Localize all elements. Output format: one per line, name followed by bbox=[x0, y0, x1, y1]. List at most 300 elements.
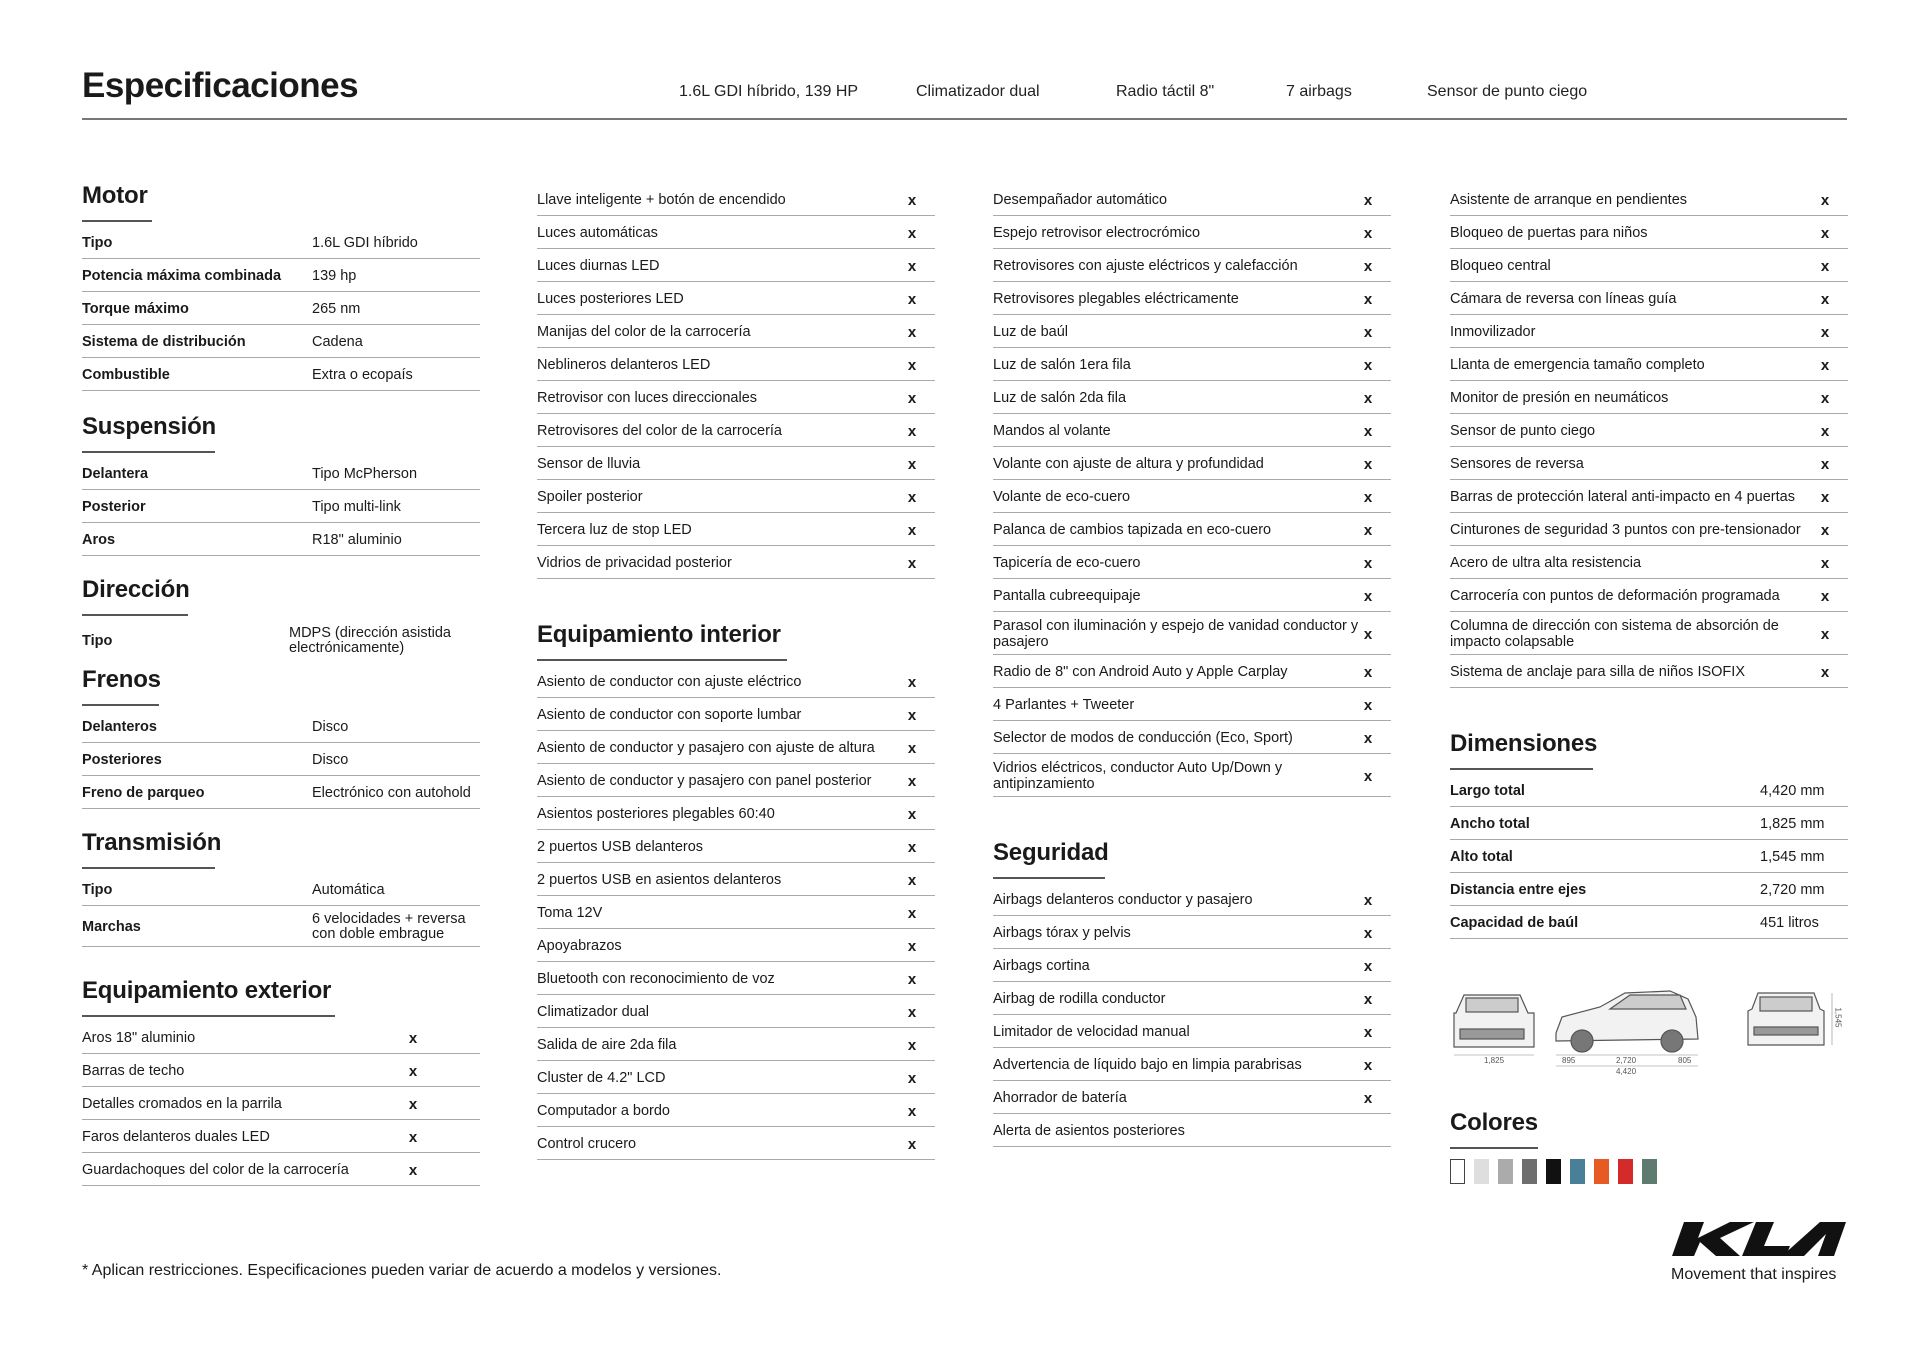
spec-row bbox=[82, 325, 480, 358]
included-mark-icon: x bbox=[1363, 625, 1373, 643]
included-mark-icon: x bbox=[1363, 663, 1373, 681]
feature-label: Vidrios eléctricos, conductor Auto Up/Down y antipinzamiento bbox=[993, 760, 1283, 792]
feature-label: 2 puertos USB en asientos delanteros bbox=[537, 872, 782, 888]
feature-label: Faros delanteros duales LED bbox=[82, 1129, 270, 1145]
heading-underline bbox=[82, 220, 152, 222]
spec-label: Delanteros bbox=[82, 719, 157, 735]
included-mark-icon: x bbox=[1363, 191, 1373, 209]
dim-length-label: 4,420 bbox=[1616, 1067, 1637, 1076]
spec-label: Tipo bbox=[82, 235, 113, 251]
feature-row bbox=[537, 183, 935, 216]
included-mark-icon: x bbox=[1363, 389, 1373, 407]
dim-rear-overhang-label: 805 bbox=[1678, 1056, 1692, 1065]
color-swatch[interactable] bbox=[1450, 1159, 1465, 1184]
feature-label: Limitador de velocidad manual bbox=[993, 1024, 1190, 1040]
feature-label: Inmovilizador bbox=[1450, 324, 1536, 340]
included-mark-icon: x bbox=[1363, 521, 1373, 539]
color-swatch[interactable] bbox=[1570, 1159, 1585, 1184]
feature-row bbox=[993, 480, 1391, 513]
included-mark-icon: x bbox=[907, 455, 917, 473]
feature-row bbox=[537, 513, 935, 546]
highlight-airbags: 7 airbags bbox=[1286, 83, 1352, 100]
heading-underline bbox=[82, 867, 215, 869]
included-mark-icon: x bbox=[907, 191, 917, 209]
feature-label: Sensores de reversa bbox=[1450, 456, 1584, 472]
feature-label: Luces automáticas bbox=[537, 225, 658, 241]
feature-label: Llanta de emergencia tamaño completo bbox=[1450, 357, 1705, 373]
feature-label: Asistente de arranque en pendientes bbox=[1450, 192, 1688, 208]
spec-value: 4,420 mm bbox=[1760, 782, 1825, 799]
included-mark-icon: x bbox=[907, 422, 917, 440]
feature-row bbox=[993, 916, 1391, 949]
feature-row bbox=[82, 1120, 480, 1153]
included-mark-icon: x bbox=[1820, 625, 1830, 643]
spec-value: 1,825 mm bbox=[1760, 815, 1825, 832]
heading-underline bbox=[1450, 1147, 1538, 1149]
feature-label: 2 puertos USB delanteros bbox=[537, 839, 704, 855]
column-4 bbox=[1450, 183, 1848, 1184]
included-mark-icon: x bbox=[907, 673, 917, 691]
feature-row bbox=[1450, 480, 1848, 513]
feature-label: Manijas del color de la carrocería bbox=[537, 324, 751, 340]
color-swatch[interactable] bbox=[1594, 1159, 1609, 1184]
feature-label: Mandos al volante bbox=[993, 423, 1111, 439]
dim-height-label: 1,545 bbox=[1833, 1007, 1843, 1028]
color-swatch[interactable] bbox=[1642, 1159, 1657, 1184]
feature-label: Neblineros delanteros LED bbox=[537, 357, 711, 373]
included-mark-icon: x bbox=[1363, 696, 1373, 714]
feature-label: Tapicería de eco-cuero bbox=[993, 555, 1141, 571]
spec-row bbox=[82, 906, 480, 947]
column-3 bbox=[993, 183, 1391, 1147]
spec-label: Sistema de distribución bbox=[82, 334, 246, 350]
feature-row bbox=[993, 546, 1391, 579]
color-swatch[interactable] bbox=[1498, 1159, 1513, 1184]
feature-row bbox=[537, 315, 935, 348]
included-mark-icon: x bbox=[907, 805, 917, 823]
spec-row bbox=[82, 292, 480, 325]
feature-row bbox=[993, 883, 1391, 916]
color-swatch[interactable] bbox=[1474, 1159, 1489, 1184]
feature-row bbox=[82, 1054, 480, 1087]
heading-underline bbox=[1450, 768, 1593, 770]
included-mark-icon: x bbox=[907, 290, 917, 308]
feature-row bbox=[537, 1028, 935, 1061]
spec-row bbox=[82, 873, 480, 906]
feature-label: Monitor de presión en neumáticos bbox=[1450, 390, 1669, 406]
highlight-climate: Climatizador dual bbox=[916, 83, 1040, 100]
feature-label: Cámara de reversa con líneas guía bbox=[1450, 291, 1677, 307]
spec-row bbox=[82, 776, 480, 809]
spec-value: 265 nm bbox=[312, 300, 361, 317]
feature-row bbox=[1450, 282, 1848, 315]
feature-row bbox=[993, 513, 1391, 546]
spec-label: Marchas bbox=[82, 919, 141, 935]
included-mark-icon: x bbox=[408, 1095, 418, 1113]
spec-label: Tipo bbox=[82, 882, 113, 898]
feature-label: Retrovisores plegables eléctricamente bbox=[993, 291, 1239, 307]
feature-row bbox=[537, 1061, 935, 1094]
feature-label: Luz de baúl bbox=[993, 324, 1068, 340]
feature-label: Sensor de lluvia bbox=[537, 456, 641, 472]
included-mark-icon: x bbox=[1363, 323, 1373, 341]
feature-label: Volante con ajuste de altura y profundidad bbox=[993, 456, 1264, 472]
spec-value: Disco bbox=[312, 751, 349, 768]
feature-label: Advertencia de líquido bajo en limpia parabrisas bbox=[993, 1057, 1302, 1073]
feature-row bbox=[993, 688, 1391, 721]
feature-label: Climatizador dual bbox=[537, 1004, 650, 1020]
section-heading: Motor bbox=[82, 182, 148, 209]
feature-row bbox=[1450, 348, 1848, 381]
feature-label: Bluetooth con reconocimiento de voz bbox=[537, 971, 775, 987]
feature-row bbox=[1450, 216, 1848, 249]
feature-row bbox=[537, 1127, 935, 1160]
feature-label: Desempañador automático bbox=[993, 192, 1168, 208]
feature-label: Asiento de conductor y pasajero con panel posterior bbox=[537, 773, 872, 789]
color-swatch[interactable] bbox=[1546, 1159, 1561, 1184]
included-mark-icon: x bbox=[408, 1161, 418, 1179]
feature-row bbox=[993, 216, 1391, 249]
included-mark-icon: x bbox=[1363, 990, 1373, 1008]
feature-label: Aros 18" aluminio bbox=[82, 1030, 196, 1046]
feature-label: Retrovisores del color de la carrocería bbox=[537, 423, 782, 439]
feature-label: Selector de modos de conducción (Eco, Sport) bbox=[993, 730, 1293, 746]
section-heading: Suspensión bbox=[82, 413, 217, 440]
feature-label: Radio de 8" con Android Auto y Apple Carplay bbox=[993, 664, 1288, 680]
feature-label: Airbag de rodilla conductor bbox=[993, 991, 1166, 1007]
feature-label: Bloqueo de puertas para niños bbox=[1450, 225, 1648, 241]
included-mark-icon: x bbox=[907, 838, 917, 856]
feature-label: Cinturones de seguridad 3 puntos con pre-tensionador bbox=[1450, 522, 1801, 538]
spec-value: R18" aluminio bbox=[312, 531, 402, 548]
feature-label: Pantalla cubreequipaje bbox=[993, 588, 1141, 604]
feature-label: Llave inteligente + botón de encendido bbox=[537, 192, 786, 208]
feature-row bbox=[537, 546, 935, 579]
feature-row bbox=[993, 447, 1391, 480]
footnote: * Aplican restricciones. Especificaciones pueden variar de acuerdo a modelos y versiones. bbox=[82, 1262, 722, 1279]
included-mark-icon: x bbox=[1820, 587, 1830, 605]
highlight-engine: 1.6L GDI híbrido, 139 HP bbox=[679, 83, 859, 100]
feature-label: Parasol con iluminación y espejo de vanidad conductor y pasajero bbox=[993, 618, 1359, 650]
included-mark-icon: x bbox=[1363, 257, 1373, 275]
feature-row bbox=[993, 754, 1391, 797]
included-mark-icon: x bbox=[907, 323, 917, 341]
spec-label: Distancia entre ejes bbox=[1450, 882, 1587, 898]
spec-label: Tipo bbox=[82, 633, 113, 649]
included-mark-icon: x bbox=[907, 488, 917, 506]
included-mark-icon: x bbox=[1363, 1089, 1373, 1107]
spec-label: Posterior bbox=[82, 499, 146, 515]
feature-row bbox=[537, 863, 935, 896]
color-swatch[interactable] bbox=[1618, 1159, 1633, 1184]
feature-label: Computador a bordo bbox=[537, 1103, 670, 1119]
highlight-radio: Radio táctil 8" bbox=[1116, 83, 1215, 100]
included-mark-icon: x bbox=[1820, 422, 1830, 440]
feature-row bbox=[537, 381, 935, 414]
feature-row bbox=[993, 612, 1391, 655]
feature-row bbox=[993, 348, 1391, 381]
included-mark-icon: x bbox=[907, 937, 917, 955]
feature-label: Bloqueo central bbox=[1450, 258, 1551, 274]
brand-tagline: Movement that inspires bbox=[1671, 1266, 1837, 1283]
included-mark-icon: x bbox=[907, 1003, 917, 1021]
feature-label: Espejo retrovisor electrocrómico bbox=[993, 225, 1201, 241]
spec-row bbox=[82, 710, 480, 743]
feature-label: Cluster de 4.2" LCD bbox=[537, 1070, 666, 1086]
spec-row bbox=[82, 226, 480, 259]
spec-label: Combustible bbox=[82, 367, 170, 383]
included-mark-icon: x bbox=[1363, 554, 1373, 572]
feature-row bbox=[537, 414, 935, 447]
feature-label: Volante de eco-cuero bbox=[993, 489, 1131, 505]
included-mark-icon: x bbox=[1363, 891, 1373, 909]
included-mark-icon: x bbox=[907, 554, 917, 572]
included-mark-icon: x bbox=[1363, 957, 1373, 975]
included-mark-icon: x bbox=[1363, 587, 1373, 605]
feature-row bbox=[993, 655, 1391, 688]
spec-label: Aros bbox=[82, 532, 116, 548]
included-mark-icon: x bbox=[1363, 924, 1373, 942]
included-mark-icon: x bbox=[1820, 257, 1830, 275]
spec-row bbox=[82, 490, 480, 523]
included-mark-icon: x bbox=[1820, 191, 1830, 209]
included-mark-icon: x bbox=[408, 1029, 418, 1047]
heading-underline bbox=[82, 451, 215, 453]
feature-row bbox=[993, 183, 1391, 216]
spec-value: Tipo McPherson bbox=[312, 465, 418, 482]
included-mark-icon: x bbox=[1363, 1056, 1373, 1074]
color-swatch[interactable] bbox=[1522, 1159, 1537, 1184]
spec-label: Capacidad de baúl bbox=[1450, 915, 1579, 931]
heading-underline bbox=[82, 1015, 335, 1017]
spec-row bbox=[82, 457, 480, 490]
dim-width-label: 1,825 bbox=[1484, 1056, 1505, 1065]
section-heading: Dirección bbox=[82, 576, 190, 603]
dim-wheelbase-label: 2,720 bbox=[1616, 1056, 1637, 1065]
feature-label: Airbags delanteros conductor y pasajero bbox=[993, 892, 1253, 908]
kia-logo bbox=[1670, 1216, 1848, 1260]
feature-label: Asiento de conductor con ajuste eléctrico bbox=[537, 674, 802, 690]
feature-row bbox=[1450, 513, 1848, 546]
included-mark-icon: x bbox=[1820, 554, 1830, 572]
spec-label: Posteriores bbox=[82, 752, 162, 768]
feature-row bbox=[1450, 447, 1848, 480]
feature-row bbox=[537, 348, 935, 381]
feature-label: Control crucero bbox=[537, 1136, 637, 1152]
feature-row bbox=[537, 797, 935, 830]
included-mark-icon: x bbox=[1820, 488, 1830, 506]
feature-label: Guardachoques del color de la carrocería bbox=[82, 1162, 349, 1178]
included-mark-icon: x bbox=[1820, 323, 1830, 341]
included-mark-icon: x bbox=[907, 1036, 917, 1054]
feature-label: 4 Parlantes + Tweeter bbox=[993, 697, 1135, 713]
feature-row bbox=[993, 949, 1391, 982]
feature-label: Asientos posteriores plegables 60:40 bbox=[537, 806, 775, 822]
included-mark-icon: x bbox=[1820, 290, 1830, 308]
feature-row bbox=[1450, 546, 1848, 579]
included-mark-icon: x bbox=[907, 1102, 917, 1120]
feature-row bbox=[537, 480, 935, 513]
spec-value: Extra o ecopaís bbox=[312, 366, 413, 383]
section-heading: Seguridad bbox=[993, 839, 1109, 866]
feature-row bbox=[993, 721, 1391, 754]
included-mark-icon: x bbox=[907, 1135, 917, 1153]
feature-label: Airbags cortina bbox=[993, 958, 1090, 974]
highlight-blind-spot: Sensor de punto ciego bbox=[1427, 83, 1588, 100]
feature-row bbox=[1450, 655, 1848, 688]
feature-row bbox=[537, 447, 935, 480]
feature-label: Luz de salón 1era fila bbox=[993, 357, 1131, 373]
header-divider bbox=[82, 118, 1847, 120]
included-mark-icon: x bbox=[907, 257, 917, 275]
feature-label: Asiento de conductor con soporte lumbar bbox=[537, 707, 802, 723]
feature-label: Carrocería con puntos de deformación programada bbox=[1450, 588, 1780, 604]
included-mark-icon: x bbox=[1820, 521, 1830, 539]
spec-value: Disco bbox=[312, 718, 349, 735]
feature-row bbox=[537, 665, 935, 698]
included-mark-icon: x bbox=[1363, 356, 1373, 374]
feature-row bbox=[1450, 249, 1848, 282]
feature-label: Ahorrador de batería bbox=[993, 1090, 1127, 1106]
feature-row bbox=[993, 1081, 1391, 1114]
included-mark-icon: x bbox=[907, 904, 917, 922]
feature-row bbox=[537, 698, 935, 731]
spec-label: Torque máximo bbox=[82, 301, 189, 317]
included-mark-icon: x bbox=[1363, 729, 1373, 747]
spec-value: 139 hp bbox=[312, 267, 357, 284]
car-dimension-illustration bbox=[1450, 983, 1850, 1078]
included-mark-icon: x bbox=[1363, 1023, 1373, 1041]
included-mark-icon: x bbox=[1820, 663, 1830, 681]
dim-front-overhang-label: 895 bbox=[1562, 1056, 1576, 1065]
included-mark-icon: x bbox=[1363, 290, 1373, 308]
feature-label: Spoiler posterior bbox=[537, 489, 643, 505]
feature-label: Luz de salón 2da fila bbox=[993, 390, 1127, 406]
section-heading: Equipamiento interior bbox=[537, 621, 781, 648]
spec-row bbox=[82, 743, 480, 776]
section-heading: Colores bbox=[1450, 1109, 1538, 1136]
feature-row bbox=[993, 381, 1391, 414]
spec-value: Automática bbox=[312, 881, 385, 898]
color-swatches bbox=[1450, 1159, 1848, 1184]
feature-row bbox=[537, 249, 935, 282]
feature-label: Asiento de conductor y pasajero con ajuste de altura bbox=[537, 740, 875, 756]
feature-label: Sensor de punto ciego bbox=[1450, 423, 1596, 439]
feature-row bbox=[537, 731, 935, 764]
car-dimension-drawings bbox=[1450, 983, 1848, 1076]
feature-row bbox=[537, 896, 935, 929]
feature-label: Barras de techo bbox=[82, 1063, 185, 1079]
included-mark-icon: x bbox=[408, 1062, 418, 1080]
spec-label: Ancho total bbox=[1450, 816, 1530, 832]
included-mark-icon: x bbox=[1363, 422, 1373, 440]
spec-value: Electrónico con autohold bbox=[312, 784, 471, 801]
included-mark-icon: x bbox=[907, 739, 917, 757]
feature-row bbox=[993, 249, 1391, 282]
feature-label: Columna de dirección con sistema de absorción de impacto colapsable bbox=[1450, 618, 1779, 650]
feature-label: Luces posteriores LED bbox=[537, 291, 684, 307]
included-mark-icon: x bbox=[907, 521, 917, 539]
feature-row bbox=[82, 1021, 480, 1054]
spec-value: Cadena bbox=[312, 333, 363, 350]
feature-label: Retrovisor con luces direccionales bbox=[537, 390, 758, 406]
spec-label: Potencia máxima combinada bbox=[82, 268, 282, 284]
spec-value: Tipo multi-link bbox=[312, 498, 401, 515]
feature-row bbox=[1450, 612, 1848, 655]
feature-row bbox=[82, 1087, 480, 1120]
feature-row bbox=[993, 282, 1391, 315]
heading-underline bbox=[82, 614, 188, 616]
feature-row bbox=[537, 216, 935, 249]
spec-row bbox=[1450, 840, 1848, 873]
feature-row bbox=[537, 1094, 935, 1127]
spec-value: MDPS (dirección asistida electrónicamente) bbox=[289, 625, 451, 656]
feature-row bbox=[993, 414, 1391, 447]
included-mark-icon: x bbox=[1363, 767, 1373, 785]
included-mark-icon: x bbox=[907, 356, 917, 374]
feature-label: Toma 12V bbox=[537, 905, 603, 921]
section-heading: Equipamiento exterior bbox=[82, 977, 332, 1004]
section-heading: Transmisión bbox=[82, 829, 222, 856]
section-heading: Frenos bbox=[82, 666, 161, 693]
spec-value: 451 litros bbox=[1760, 914, 1819, 931]
included-mark-icon: x bbox=[907, 970, 917, 988]
included-mark-icon: x bbox=[907, 389, 917, 407]
spec-value: 1.6L GDI híbrido bbox=[312, 234, 418, 251]
feature-row bbox=[537, 830, 935, 863]
feature-label: Apoyabrazos bbox=[537, 938, 622, 954]
feature-row bbox=[993, 1015, 1391, 1048]
feature-label: Barras de protección lateral anti-impacto en 4 puertas bbox=[1450, 489, 1795, 505]
spec-label: Largo total bbox=[1450, 783, 1525, 799]
feature-row bbox=[993, 1048, 1391, 1081]
column-2 bbox=[537, 183, 935, 1160]
included-mark-icon: x bbox=[1363, 224, 1373, 242]
section-heading: Dimensiones bbox=[1450, 730, 1598, 757]
included-mark-icon: x bbox=[907, 1069, 917, 1087]
included-mark-icon: x bbox=[1820, 389, 1830, 407]
spec-label: Freno de parqueo bbox=[82, 785, 205, 801]
feature-label: Sistema de anclaje para silla de niños ISOFIX bbox=[1450, 664, 1745, 680]
spec-row bbox=[82, 358, 480, 391]
feature-row bbox=[537, 764, 935, 797]
heading-underline bbox=[82, 704, 159, 706]
page-title: Especificaciones bbox=[82, 66, 359, 105]
spec-row bbox=[1450, 807, 1848, 840]
included-mark-icon: x bbox=[1363, 488, 1373, 506]
included-mark-icon: x bbox=[408, 1128, 418, 1146]
feature-label: Airbags tórax y pelvis bbox=[993, 925, 1131, 941]
feature-label: Palanca de cambios tapizada en eco-cuero bbox=[993, 522, 1272, 538]
feature-row bbox=[1450, 414, 1848, 447]
included-mark-icon: x bbox=[1820, 455, 1830, 473]
feature-row bbox=[537, 995, 935, 1028]
feature-label: Tercera luz de stop LED bbox=[537, 522, 692, 538]
feature-label: Retrovisores con ajuste eléctricos y calefacción bbox=[993, 258, 1298, 274]
feature-label: Detalles cromados en la parrila bbox=[82, 1096, 282, 1112]
spec-label: Delantera bbox=[82, 466, 149, 482]
feature-row bbox=[993, 982, 1391, 1015]
spec-value: 1,545 mm bbox=[1760, 848, 1825, 865]
feature-label: Luces diurnas LED bbox=[537, 258, 660, 274]
feature-label: Alerta de asientos posteriores bbox=[993, 1123, 1185, 1139]
feature-label: Salida de aire 2da fila bbox=[537, 1037, 677, 1053]
heading-underline bbox=[993, 877, 1105, 879]
feature-row bbox=[993, 579, 1391, 612]
heading-underline bbox=[537, 659, 787, 661]
included-mark-icon: x bbox=[1820, 224, 1830, 242]
spec-row bbox=[1450, 906, 1848, 939]
